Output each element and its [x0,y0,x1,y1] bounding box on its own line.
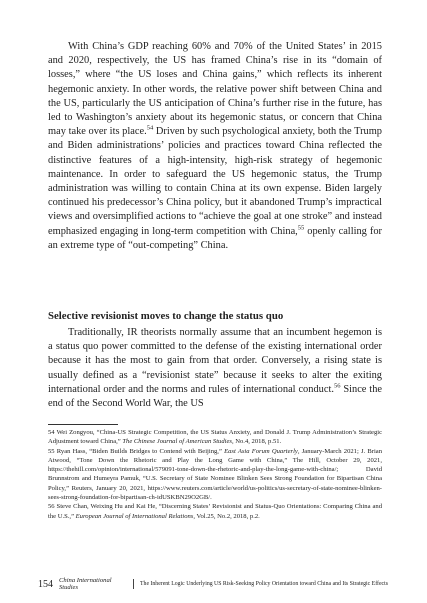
journal-title: The Chinese Journal of American Studies [122,438,232,446]
footnote-number: 54 [48,429,55,436]
journal-title: East Asia Forum Quarterly [224,447,298,455]
page-footer [38,577,388,591]
paragraph-text: With China’s GDP reaching 60% and 70% of the United States’ in 2015 and 2020, respectively, the US has framed China’s rise in its “domain of losses,” where “the US loses and China gains,” which reflects its inherent hegemonic anxiety. In other words, the relative power shift between China and the US, particularly the US anticipation of China’s further rise in the future, has led to Washington’s anxiety about its hegemonic status, or concern that China may take over its place. [48,41,382,138]
paragraph-text: Since the end of the Second World War, the US [48,383,383,410]
page-number: 154 [38,578,53,590]
journal-name: China International Studies [59,577,112,591]
paragraph [48,326,382,411]
footnote-ref[interactable]: 56 [333,382,341,390]
footnote-text: , Vol.25, No.2, 2018, p.2. [193,512,260,520]
footnote-56 [48,502,382,521]
footnote-divider [48,424,118,425]
paragraph-text: openly calling for an extreme type of “out-competing” China. [48,225,382,251]
footnote-text: Wei Zongyou, “China-US Strategic Competition, the US Status Anxiety, and Donald J. Trump Administration’s Strategic Adjustment toward China,” [48,429,383,446]
footnote-54 [48,428,382,447]
paragraph-text: Driven by such psychological anxiety, both the Trump and Biden administrations’ policies and practices toward China reflected the distinctive features of a high-intensity, high-risk strategy of hegemonic maintenance. In order to safeguard the US hegemonic status, the Trump administration was willing to contain China at its own expense. Biden largely continued his predecessor’s China policy, but it abandoned Trump’s impractical views and oversimplified actions to “achieve the goal at one stroke” and instead emphasized engaging in long-term competition with China, [48,126,382,237]
footnote-text: , January-March 2021; J. Brian Atwood, “Tone Down the Rhetoric and Play the Long Game with China,” The Hill, October 29, 2021, https://thehill.com/opinion/international/579091-tone-down-the-rhetoric-and-play-the-long-game-with-china/; David Brunnstrom and Humeyra Pamuk, “U.S. Secretary of State Nominee Blinken Sees Strong Foundation for Bipartisan China Policy,” Reuters, January 20, 2021, https://www.reuters.com/article/world/us-politics/us-secretary-of-state-nominee-blinken-sees-strong-foundation-for-bipartisan-ch-idUSKBN29O2GB/. [48,447,383,502]
footnote-ref[interactable]: 55 [297,224,305,232]
footnote-text: Steve Chan, Weixing Hu and Kai He, “Discerning States’ Revisionist and Status-Quo Orientations: Comparing China and the U.S.,” [48,503,382,520]
body-text-top [48,40,382,253]
paragraph [48,40,382,253]
footnote-ref[interactable]: 54 [146,124,154,132]
journal-title: European Journal of International Relations [75,512,194,520]
section-heading: Selective revisionist moves to change the status quo [48,310,284,322]
footnote-text: , No.4, 2018, p.51. [231,438,282,446]
footnotes [48,428,382,521]
running-title: The Inherent Logic Underlying US Risk-Seeking Policy Orientation toward China and Its Strategic Effects [140,581,388,587]
footer-divider [133,579,134,589]
footnote-number: 56 [48,503,55,511]
paragraph-text: Traditionally, IR theorists normally assume that an incumbent hegemon is a status quo power committed to the defense of the existing international order because it has the most to gain from that order. Conversely, a rising state is usually defined as a “revisionist state” because it seeks to alter the exiting international order and the norms and rules of international conduct. [48,327,382,395]
footnote-text: Ryan Hass, “Biden Builds Bridges to Contend with Beijing,” [56,447,225,455]
body-text-bottom [48,326,382,411]
footnote-number: 55 [48,447,55,455]
footnote-55 [48,447,382,503]
